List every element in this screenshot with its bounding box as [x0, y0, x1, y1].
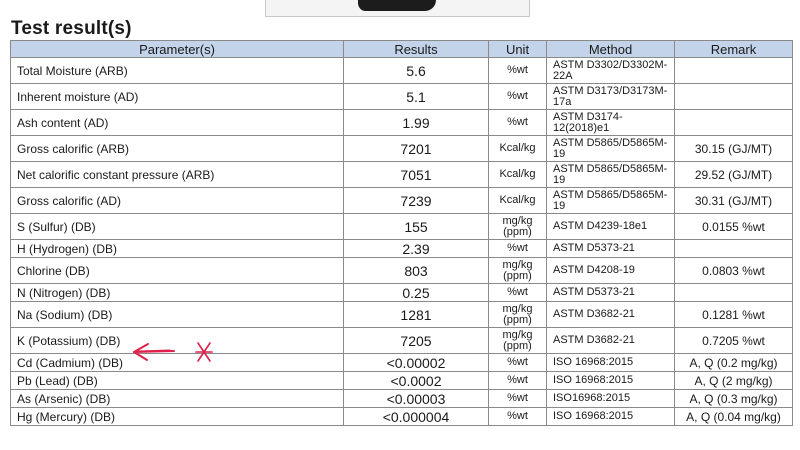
- handwritten-annotation: [130, 340, 226, 366]
- cell-remark: 0.7205 %wt: [675, 328, 793, 354]
- cell-unit: %wt: [489, 354, 547, 372]
- table-row: [11, 84, 793, 110]
- cell-remark: 30.15 (GJ/MT): [675, 136, 793, 162]
- cell-result: 5.6: [344, 58, 489, 84]
- cell-method: ASTM D5373-21: [547, 284, 675, 302]
- cell-result: <0.000004: [344, 408, 489, 426]
- table-header-row: [11, 41, 793, 58]
- cell-method: ASTM D3174-12(2018)e1: [547, 110, 675, 136]
- cell-remark: [675, 240, 793, 258]
- cell-result: 0.25: [344, 284, 489, 302]
- cell-remark: A, Q (0.04 mg/kg): [675, 408, 793, 426]
- cell-parameter: Total Moisture (ARB): [11, 58, 344, 84]
- header-unit: Unit: [489, 41, 547, 58]
- cell-parameter: Inherent moisture (AD): [11, 84, 344, 110]
- cell-result: 7201: [344, 136, 489, 162]
- cell-result: 7239: [344, 188, 489, 214]
- cell-unit: Kcal/kg: [489, 188, 547, 214]
- page-title: Test result(s): [11, 18, 132, 39]
- table-row: [11, 258, 793, 284]
- table-row: [11, 162, 793, 188]
- asterisk-icon: [196, 343, 212, 361]
- cell-method: ASTM D5373-21: [547, 240, 675, 258]
- cell-remark: [675, 58, 793, 84]
- cell-remark: [675, 284, 793, 302]
- cell-method: ISO 16968:2015: [547, 354, 675, 372]
- cell-method: ASTM D5865/D5865M-19: [547, 162, 675, 188]
- cell-result: 7051: [344, 162, 489, 188]
- sample-photo-object: [358, 0, 436, 11]
- header-remark: Remark: [675, 41, 793, 58]
- cell-parameter: Cd (Cadmium) (DB): [11, 354, 344, 372]
- cell-method: ASTM D3302/D3302M-22A: [547, 58, 675, 84]
- table-row: [11, 390, 793, 408]
- sample-photo: [265, 0, 530, 17]
- cell-method: ASTM D5865/D5865M-19: [547, 188, 675, 214]
- cell-unit: mg/kg (ppm): [489, 214, 547, 240]
- cell-method: ASTM D3173/D3173M-17a: [547, 84, 675, 110]
- cell-parameter: Ash content (AD): [11, 110, 344, 136]
- cell-result: <0.00002: [344, 354, 489, 372]
- cell-parameter: Hg (Mercury) (DB): [11, 408, 344, 426]
- cell-method: ASTM D4208-19: [547, 258, 675, 284]
- header-method: Method: [547, 41, 675, 58]
- cell-method: ISO16968:2015: [547, 390, 675, 408]
- cell-remark: 30.31 (GJ/MT): [675, 188, 793, 214]
- cell-unit: mg/kg (ppm): [489, 302, 547, 328]
- cell-result: <0.0002: [344, 372, 489, 390]
- table-row: [11, 302, 793, 328]
- cell-remark: 0.0803 %wt: [675, 258, 793, 284]
- cell-method: ASTM D3682-21: [547, 302, 675, 328]
- cell-remark: 0.0155 %wt: [675, 214, 793, 240]
- cell-result: 155: [344, 214, 489, 240]
- cell-unit: %wt: [489, 84, 547, 110]
- cell-parameter: Gross calorific (ARB): [11, 136, 344, 162]
- cell-parameter: N (Nitrogen) (DB): [11, 284, 344, 302]
- table-row: [11, 408, 793, 426]
- cell-unit: %wt: [489, 390, 547, 408]
- table-row: [11, 110, 793, 136]
- cell-result: 7205: [344, 328, 489, 354]
- cell-parameter: Net calorific constant pressure (ARB): [11, 162, 344, 188]
- table-row: [11, 284, 793, 302]
- cell-method: ASTM D3682-21: [547, 328, 675, 354]
- table-row: [11, 240, 793, 258]
- header-parameter: Parameter(s): [11, 41, 344, 58]
- cell-remark: 0.1281 %wt: [675, 302, 793, 328]
- cell-method: ISO 16968:2015: [547, 408, 675, 426]
- table-row: [11, 372, 793, 390]
- cell-result: 5.1: [344, 84, 489, 110]
- cell-parameter: Chlorine (DB): [11, 258, 344, 284]
- table-row: [11, 58, 793, 84]
- cell-remark: A, Q (0.3 mg/kg): [675, 390, 793, 408]
- cell-result: 803: [344, 258, 489, 284]
- cell-remark: [675, 84, 793, 110]
- cell-unit: %wt: [489, 110, 547, 136]
- cell-parameter: Pb (Lead) (DB): [11, 372, 344, 390]
- cell-result: 1281: [344, 302, 489, 328]
- table-row: [11, 354, 793, 372]
- cell-parameter: H (Hydrogen) (DB): [11, 240, 344, 258]
- cell-parameter: K (Potassium) (DB): [11, 328, 344, 354]
- table-row: [11, 214, 793, 240]
- table-row: [11, 188, 793, 214]
- cell-parameter: Na (Sodium) (DB): [11, 302, 344, 328]
- cell-parameter: S (Sulfur) (DB): [11, 214, 344, 240]
- cell-remark: A, Q (0.2 mg/kg): [675, 354, 793, 372]
- cell-unit: Kcal/kg: [489, 162, 547, 188]
- table-row: [11, 328, 793, 354]
- cell-result: 2.39: [344, 240, 489, 258]
- cell-result: 1.99: [344, 110, 489, 136]
- arrow-left-icon: [134, 344, 174, 360]
- cell-parameter: Gross calorific (AD): [11, 188, 344, 214]
- cell-unit: %wt: [489, 372, 547, 390]
- cell-remark: 29.52 (GJ/MT): [675, 162, 793, 188]
- cell-method: ISO 16968:2015: [547, 372, 675, 390]
- cell-remark: A, Q (2 mg/kg): [675, 372, 793, 390]
- cell-result: <0.00003: [344, 390, 489, 408]
- cell-remark: [675, 110, 793, 136]
- header-results: Results: [344, 41, 489, 58]
- cell-unit: mg/kg (ppm): [489, 258, 547, 284]
- cell-unit: %wt: [489, 408, 547, 426]
- results-table: [10, 40, 793, 426]
- cell-unit: %wt: [489, 284, 547, 302]
- cell-unit: %wt: [489, 240, 547, 258]
- cell-parameter: As (Arsenic) (DB): [11, 390, 344, 408]
- table-row: [11, 136, 793, 162]
- cell-method: ASTM D4239-18e1: [547, 214, 675, 240]
- cell-unit: %wt: [489, 58, 547, 84]
- cell-unit: mg/kg (ppm): [489, 328, 547, 354]
- cell-method: ASTM D5865/D5865M-19: [547, 136, 675, 162]
- cell-unit: Kcal/kg: [489, 136, 547, 162]
